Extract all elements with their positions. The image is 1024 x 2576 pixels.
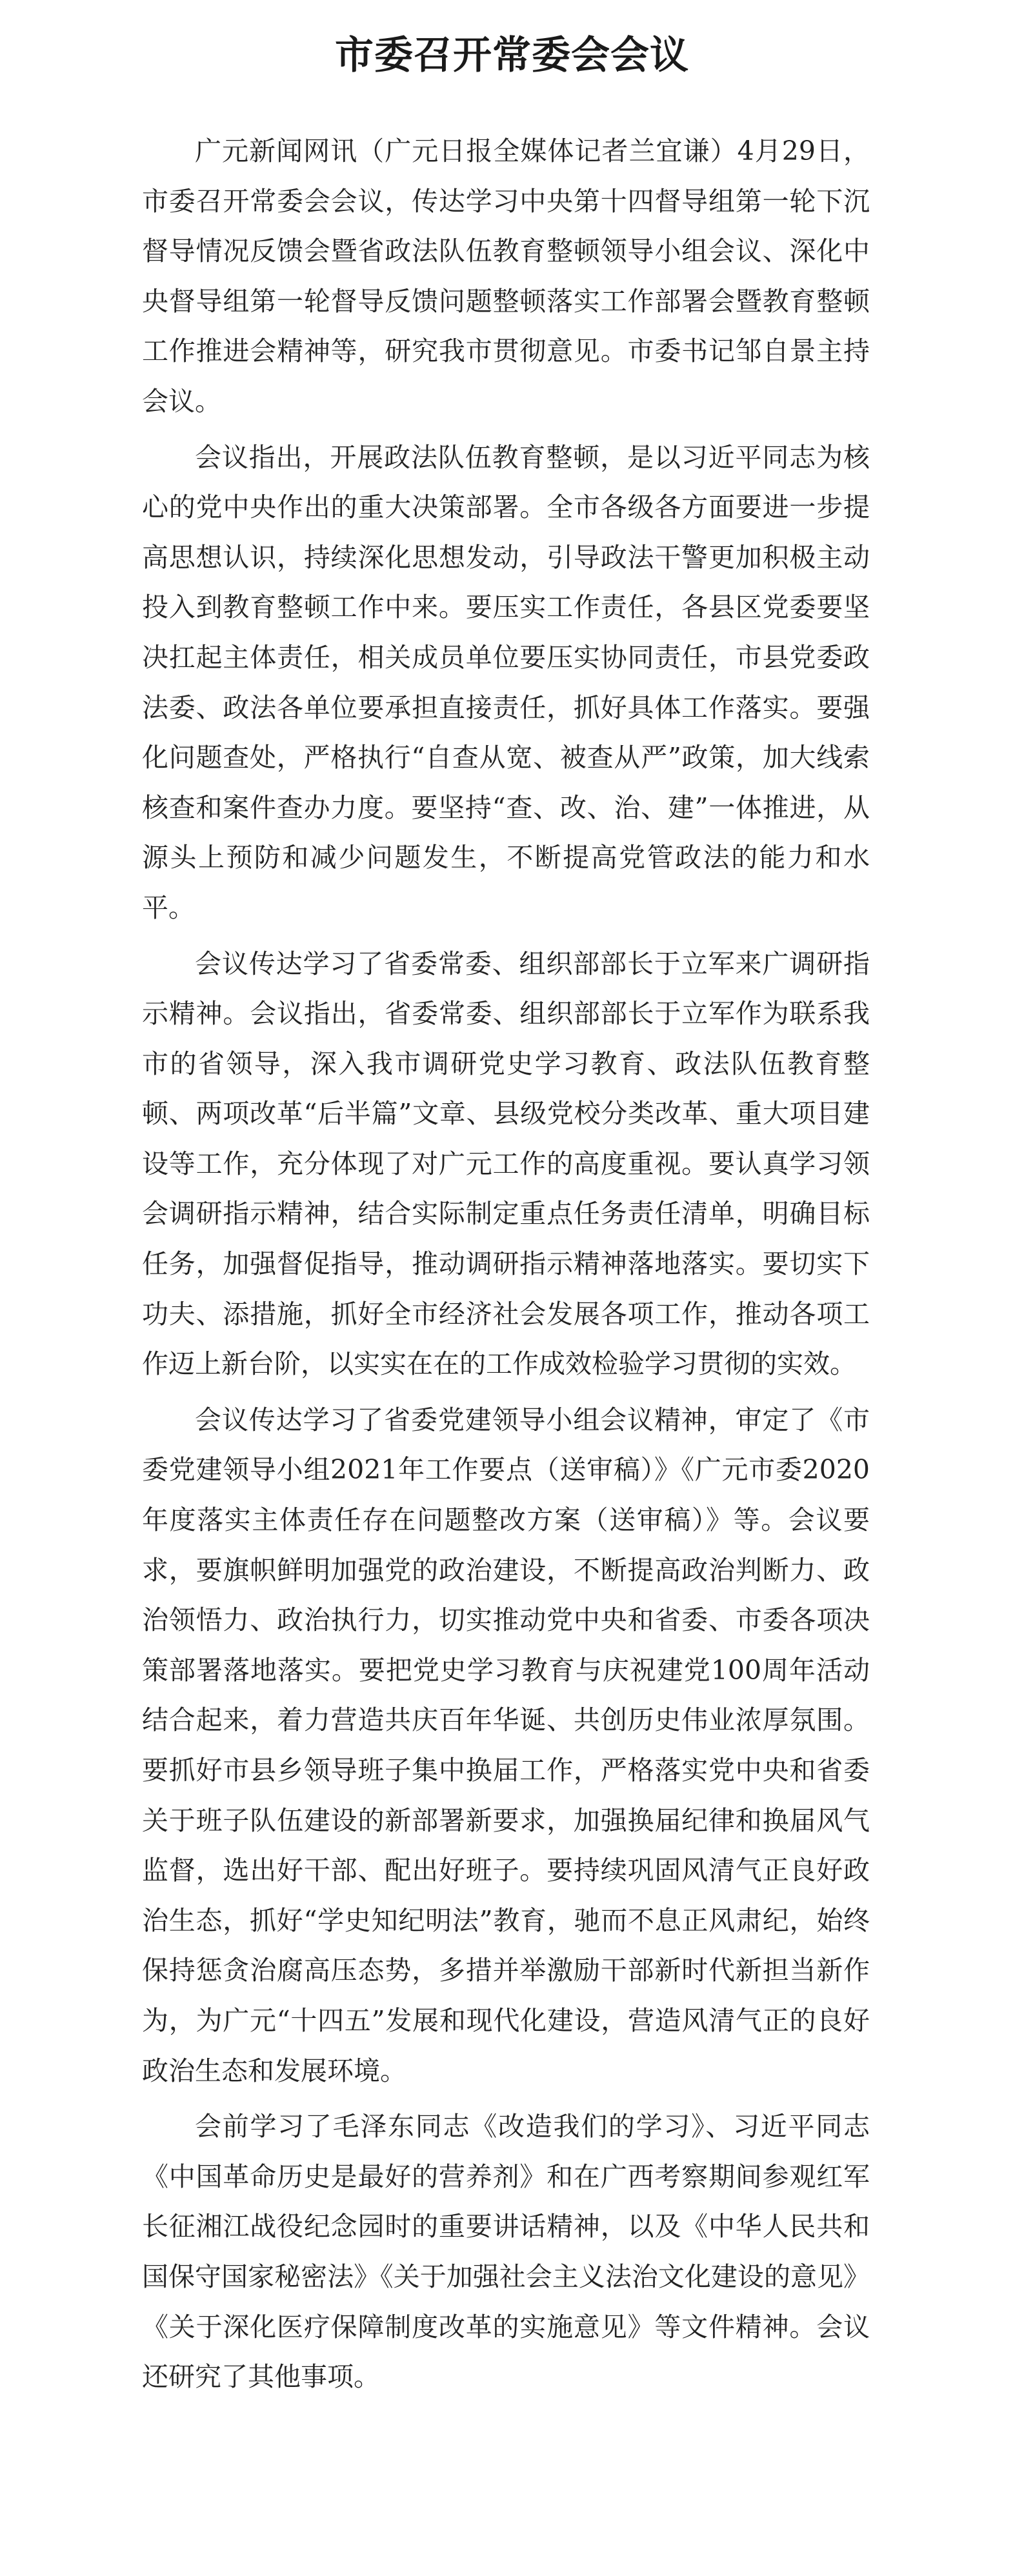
article-title: 市委召开常委会会议 xyxy=(335,33,689,79)
article-paragraph: 会议传达学习了省委党建领导小组会议精神，审定了《市委党建领导小组2021年工作要点（送审稿）》《广元市委2020年度落实主体责任存在问题整改方案（送审稿）》等。会议要求，要旗帜鲜明加强党的政治建设，不断提高政治判断力、政治领悟力、政治执行力，切实推动党中央和省委、市委各项决策部署落地落实。要把党史学习教育与庆祝建党100周年活动结合起来，着力营造共庆百年华诞、共创历史伟业浓厚氛围。要抓好市县乡领导班子集中换届工作，严格落实党中央和省委关于班子队伍建设的新部署新要求，加强换届纪律和换届风气监督，选出好干部、配出好班子。要持续巩固风清气正良好政治生态，抓好“学史知纪明法”教育，驰而不息正风肃纪，始终保持惩贪治腐高压态势，多措并举激励干部新时代新担当新作为，为广元“十四五”发展和现代化建设，营造风清气正的良好政治生态和发展环境。 xyxy=(142,1404,870,2086)
article-paragraph: 会议指出，开展政法队伍教育整顿，是以习近平同志为核心的党中央作出的重大决策部署。全市各级各方面要进一步提高思想认识，持续深化思想发动，引导政法干警更加积极主动投入到教育整顿工作中来。要压实工作责任，各县区党委要坚决扛起主体责任，相关成员单位要压实协同责任，市县党委政法委、政法各单位要承担直接责任，抓好具体工作落实。要强化问题查处，严格执行“自查从宽、被查从严”政策，加大线索核查和案件查办力度。要坚持“查、改、治、建”一体推进，从源头上预防和减少问题发生，不断提高党管政法的能力和水平。 xyxy=(142,441,870,923)
article-body xyxy=(142,126,870,2408)
article-paragraph: 广元新闻网讯（广元日报全媒体记者兰宜谦）4月29日，市委召开常委会会议，传达学习中央第十四督导组第一轮下沉督导情况反馈会暨省政法队伍教育整顿领导小组会议、深化中央督导组第一轮督导反馈问题整顿落实工作部署会暨教育整顿工作推进会精神等，研究我市贯彻意见。市委书记邹自景主持会议。 xyxy=(142,135,870,417)
article-paragraph: 会前学习了毛泽东同志《改造我们的学习》、习近平同志《中国革命历史是最好的营养剂》和在广西考察期间参观红军长征湘江战役纪念园时的重要讲话精神，以及《中华人民共和国保守国家秘密法》《关于加强社会主义法治文化建设的意见》《关于深化医疗保障制度改革的实施意见》等文件精神。会议还研究了其他事项。 xyxy=(142,2111,870,2393)
article-paragraph: 会议传达学习了省委常委、组织部部长于立军来广调研指示精神。会议指出，省委常委、组织部部长于立军作为联系我市的省领导，深入我市调研党史学习教育、政法队伍教育整顿、两项改革“后半篇”文章、县级党校分类改革、重大项目建设等工作，充分体现了对广元工作的高度重视。要认真学习领会调研指示精神，结合实际制定重点任务责任清单，明确目标任务，加强督促指导，推动调研指示精神落地落实。要切实下功夫、添措施，抓好全市经济社会发展各项工作，推动各项工作迈上新台阶，以实实在在的工作成效检验学习贯彻的实效。 xyxy=(142,948,870,1380)
